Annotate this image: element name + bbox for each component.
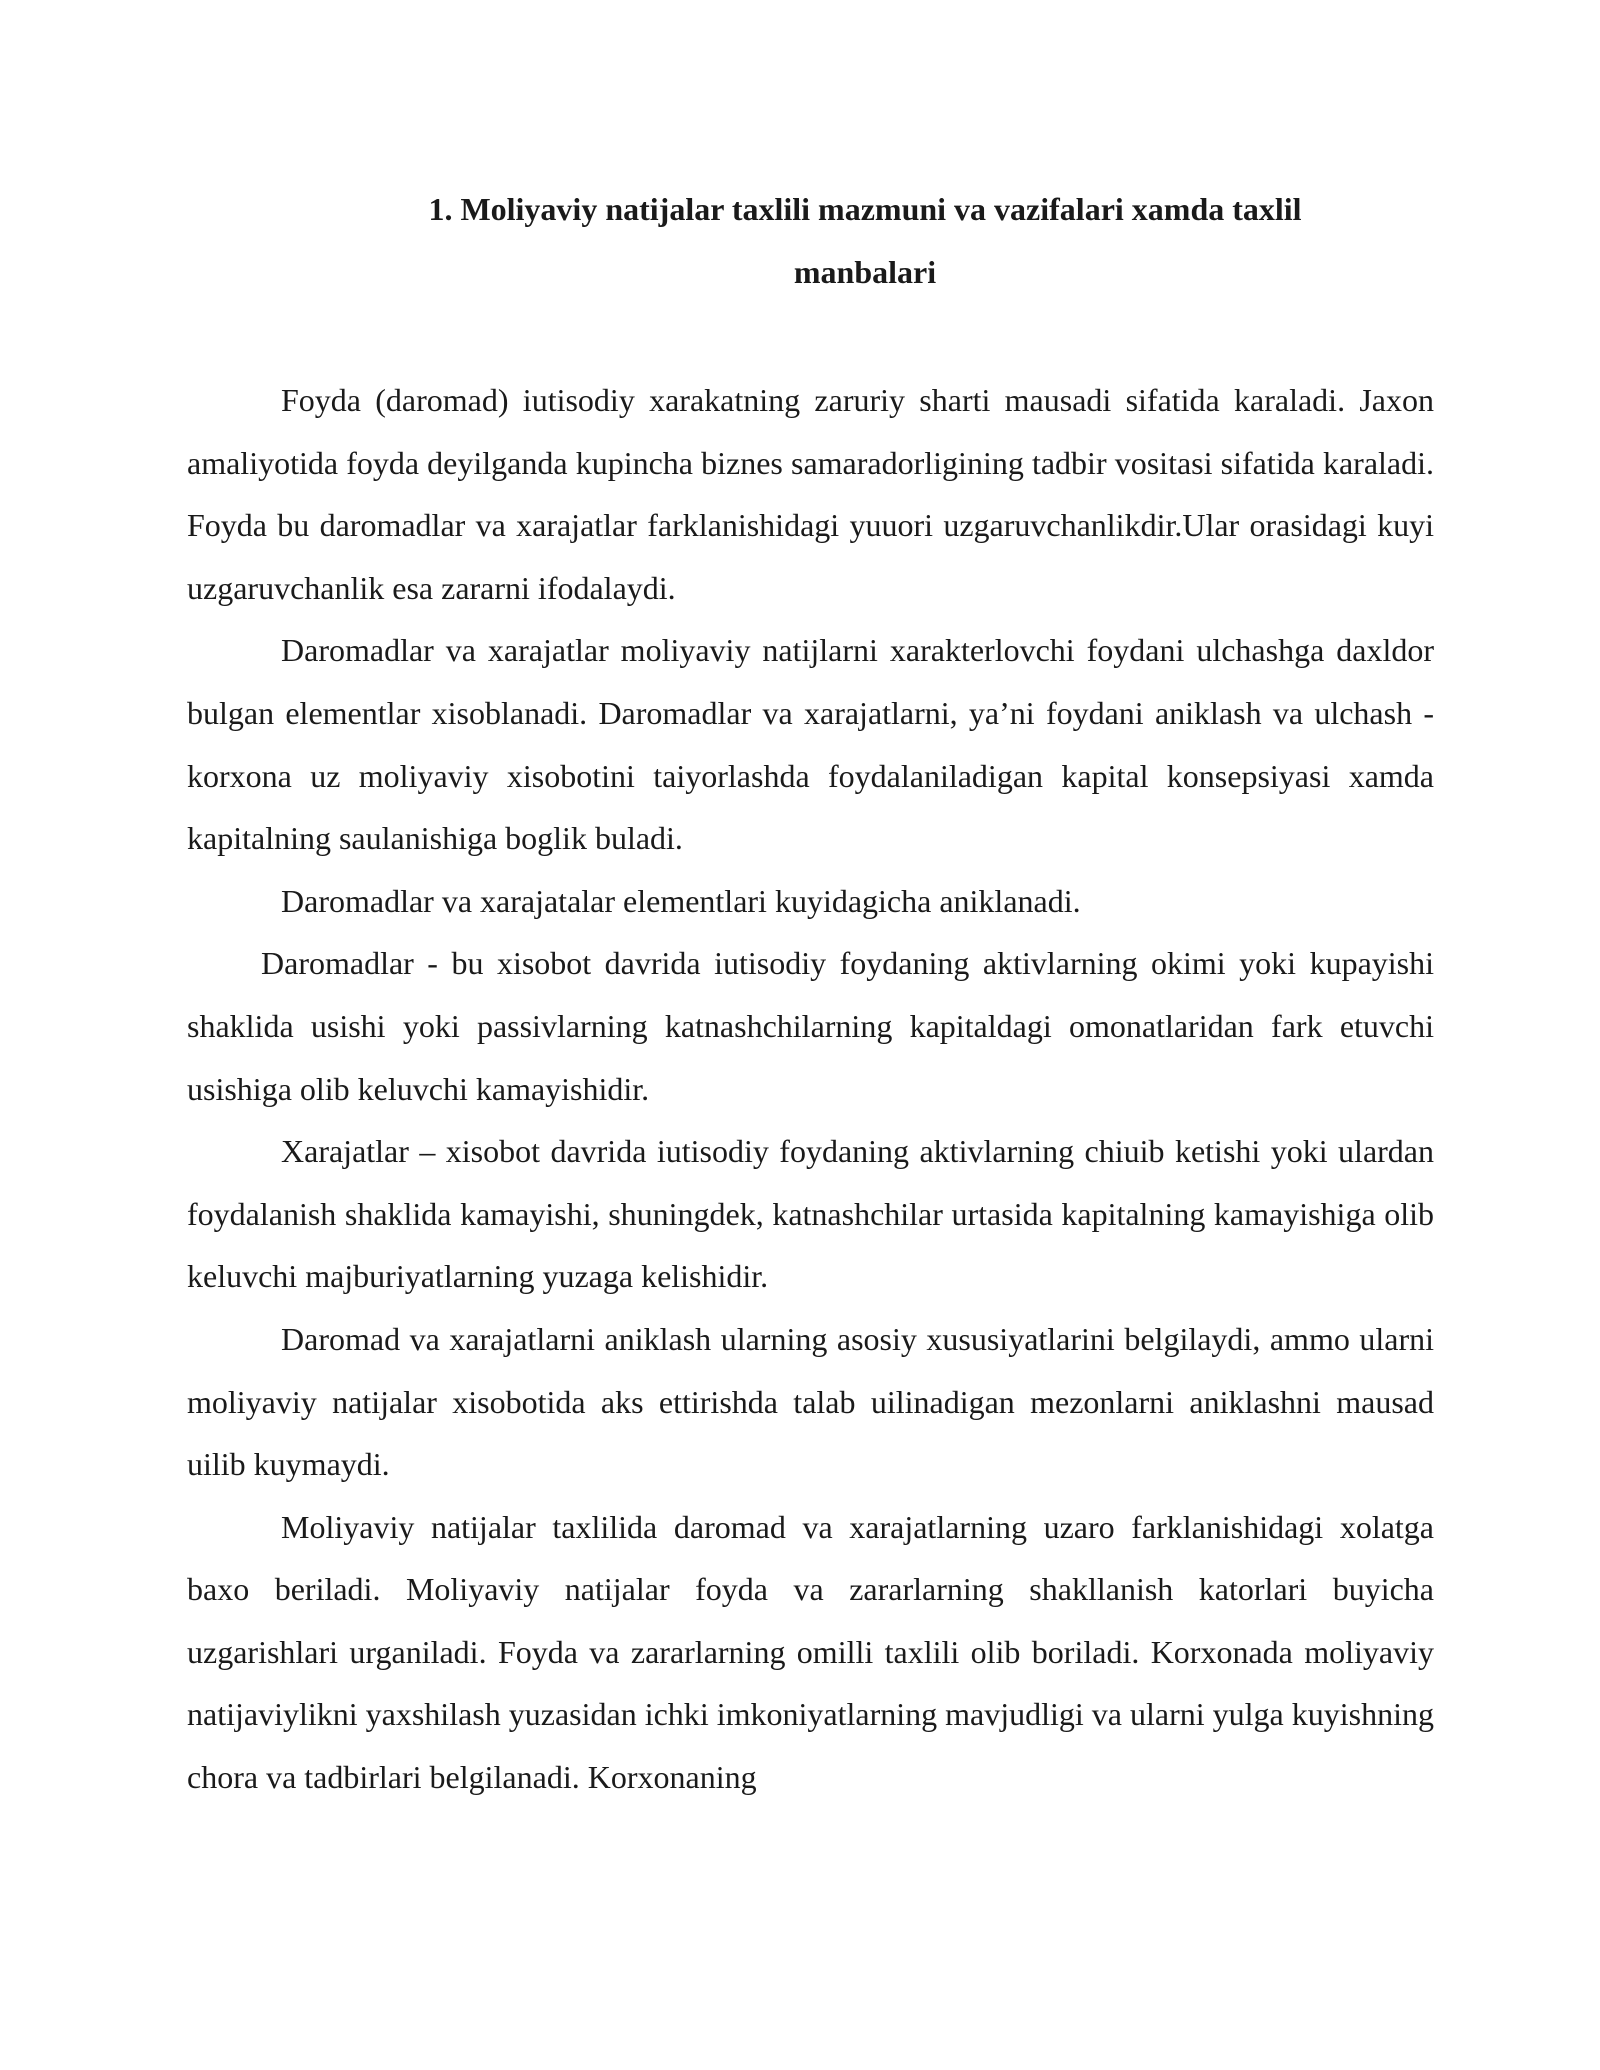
paragraph: Foyda (daromad) iutisodiy xarakatning zaruriy sharti mausadi sifatida karaladi. Jaxon amaliyotida foyda deyilganda kupincha biznes samaradorligining tadbir vositasi sifatida karaladi. Foyda bu daromadlar va xarajatlar farklanishidagi yuuori uzgaruvchanlikdir.Ular orasidagi kuyi uzgaruvchanlik esa zararni ifodalaydi. xyxy=(187,382,1434,606)
paragraph: Daromadlar va xarajatlar moliyaviy natijlarni xarakterlovchi foydani ulchashga daxldor bulgan elementlar xisoblanadi. Daromadlar va xarajatlarni, ya’ni foydani aniklash va ulchash - korxona uz moliyaviy xisobotini taiyorlashda foydalaniladigan kapital konsepsiyasi xamda kapitalning saulanishiga boglik buladi. xyxy=(187,632,1434,857)
document-body xyxy=(187,369,1434,1809)
paragraph: Xarajatlar – xisobot davrida iutisodiy foydaning aktivlarning chiuib ketishi yoki ulardan foydalanish shaklida kamayishi, shuningdek, katnashchilar urtasida kapitalning kamayishiga olib keluvchi majburiyatlarning yuzaga kelishidir. xyxy=(187,1133,1434,1295)
paragraph: Daromadlar - bu xisobot davrida iutisodiy foydaning aktivlarning okimi yoki kupayishi shaklida usishi yoki passivlarning katnashchilarning kapitaldagi omonatlaridan fark etuvchi usishiga olib keluvchi kamayishidir. xyxy=(187,945,1434,1107)
paragraph: Daromad va xarajatlarni aniklash ularning asosiy xususiyatlarini belgilaydi, ammo ularni moliyaviy natijalar xisobotida aks ettirishda talab uilinadigan mezonlarni aniklashni mausad uilib kuymaydi. xyxy=(187,1320,1434,1483)
section-heading: 1. Moliyaviy natijalar taxlili mazmuni va vazifalari xamda taxlil manbalari xyxy=(428,191,1302,290)
paragraph: Daromadlar va xarajatalar elementlari kuyidagicha aniklanadi. xyxy=(281,882,1081,919)
paragraph: Moliyaviy natijalar taxlilida daromad va xarajatlarning uzaro farklanishidagi xolatga baxo beriladi. Moliyaviy natijalar foyda va zararlarning shakllanish katorlari buyicha uzgarishlari urganiladi. Foyda va zararlarning omilli taxlili olib boriladi. Korxonada moliyaviy natijaviylikni yaxshilash yuzasidan ichki imkoniyatlarning mavjudligi va ularni yulga kuyishning chora va tadbirlari belgilanadi. Korxonaning xyxy=(187,1508,1434,1796)
